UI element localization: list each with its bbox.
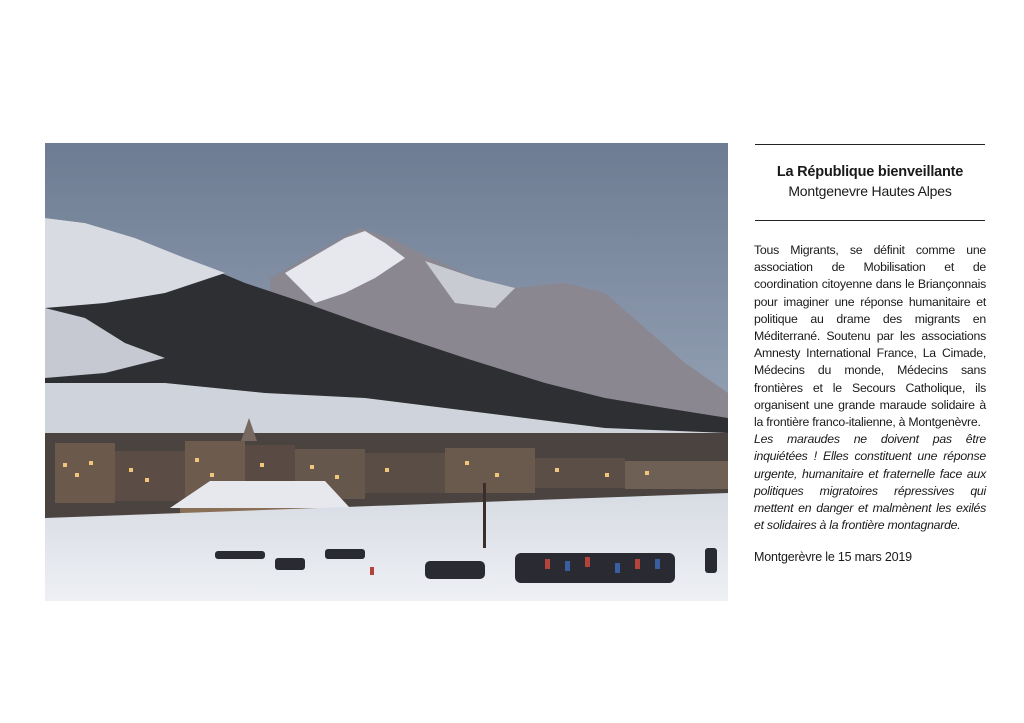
caption-title: La République bienveillante	[776, 164, 964, 180]
paragraph-description: Tous Migrants, se définit comme une association de Mobilisation et de coordination citoyenne dans le Briançonnais pour imaginer une réponse humanitaire et politique au drame des migrants en Méditerrané. Soutenu par les associations Amnesty International France, La Cimade, Médecins du monde, Médecins sans frontières et le Secours Catholique, ils organisent une grande maraude solidaire à la frontière franco-italienne, à Montgenèvre.	[754, 243, 986, 430]
mountain-village-photo	[45, 143, 728, 601]
photo	[45, 143, 728, 601]
caption-subtitle: Montgenevre Hautes Alpes	[788, 183, 952, 199]
caption-body	[754, 242, 986, 534]
date-line: Montgerèvre le 15 mars 2019	[754, 550, 912, 565]
title-block	[754, 145, 986, 220]
paragraph-statement: Les maraudes ne doivent pas être inquiétées ! Elles constituent une réponse urgente, humanitaire et fraternelle face aux politiques migratoires répressives qui mettent en danger et malmènent les exilés et solidaires à la frontière montagnarde.	[754, 432, 986, 533]
caption-panel	[754, 144, 986, 564]
bottom-divider	[755, 220, 985, 221]
